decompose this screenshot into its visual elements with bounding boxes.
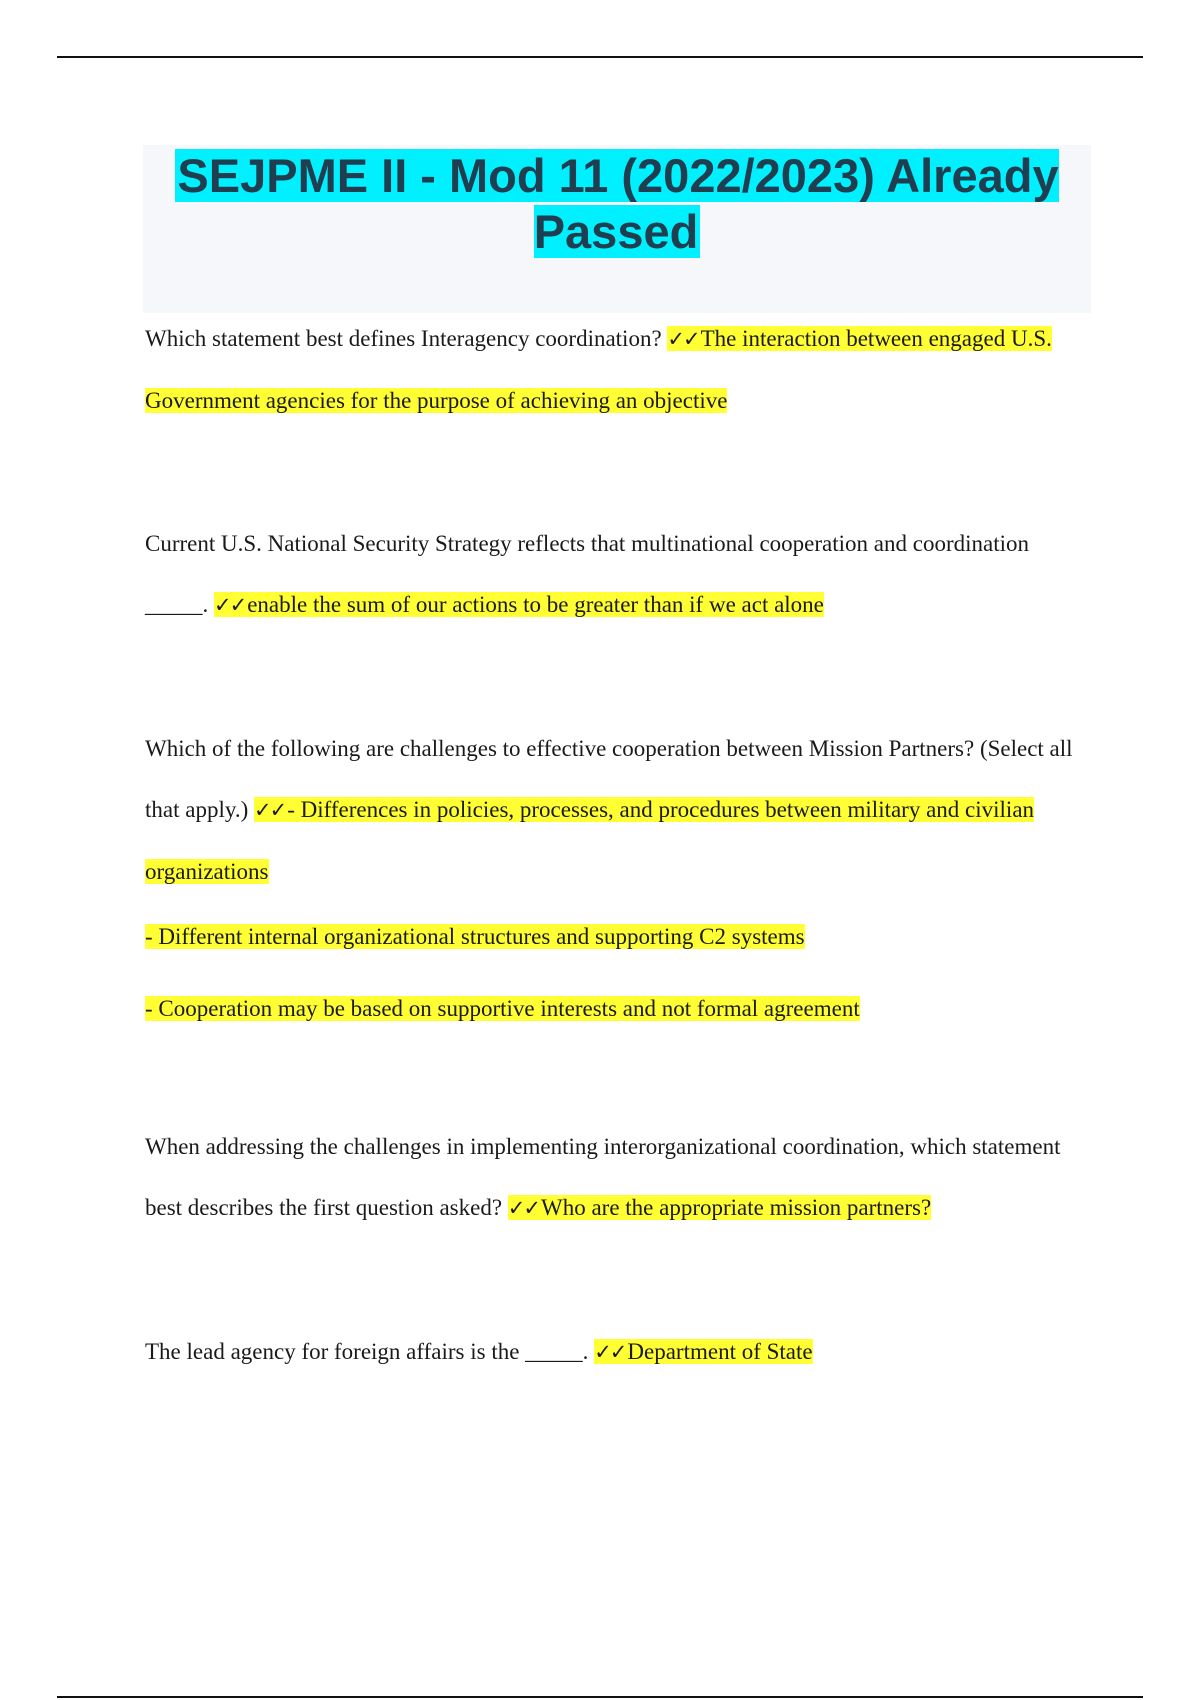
qa-item-5: [145, 1321, 1095, 1383]
answer-bullet: [145, 984, 1095, 1034]
qa-item-1: [145, 308, 1095, 431]
top-rule: [57, 56, 1143, 58]
qa-list: [145, 308, 1095, 1383]
answer-highlight: [594, 1339, 812, 1364]
qa-item-4: [145, 1116, 1095, 1239]
double-check-icon: ✓✓: [507, 1196, 539, 1220]
question-text: When addressing the challenges in implementing interorganizational coordination, which statement best describes the first question asked?: [145, 1134, 1061, 1220]
answer-bullet: [145, 912, 1095, 962]
double-check-icon: ✓✓: [594, 1340, 626, 1364]
question-text: Which of the following are challenges to effective cooperation between Mission Partners? (Select all that apply.): [145, 736, 1073, 822]
qa-item-3: [145, 718, 1095, 902]
answer-text: enable the sum of our actions to be greater than if we act alone: [247, 592, 824, 617]
qa-item-2: [145, 513, 1095, 636]
bottom-rule: [57, 1696, 1143, 1698]
answer-text: Department of State: [627, 1339, 813, 1364]
document-title-text: SEJPME II - Mod 11 (2022/2023) Already Passed: [177, 149, 1059, 258]
answer-text: - Differences in policies, processes, and procedures between military and civilian organizations: [145, 797, 1035, 884]
question-text: Current U.S. National Security Strategy reflects that multinational cooperation and coordination _____.: [145, 531, 1029, 617]
answer-text: Who are the appropriate mission partners?: [541, 1195, 932, 1220]
document-title: [143, 148, 1091, 260]
double-check-icon: ✓✓: [214, 593, 246, 617]
answer-bullet-text: - Different internal organizational structures and supporting C2 systems: [145, 924, 805, 949]
question-text: Which statement best defines Interagency coordination?: [145, 326, 662, 351]
answer-highlight: [508, 1195, 931, 1220]
answer-highlight: [214, 592, 824, 617]
answer-highlight: [145, 797, 1034, 884]
double-check-icon: ✓✓: [254, 798, 286, 822]
answer-bullet-text: - Cooperation may be based on supportive interests and not formal agreement: [145, 996, 860, 1021]
question-text: The lead agency for foreign affairs is the _____.: [145, 1339, 589, 1364]
answer-text: The interaction between engaged U.S. Government agencies for the purpose of achieving an objective: [145, 326, 1052, 413]
double-check-icon: ✓✓: [667, 327, 699, 351]
